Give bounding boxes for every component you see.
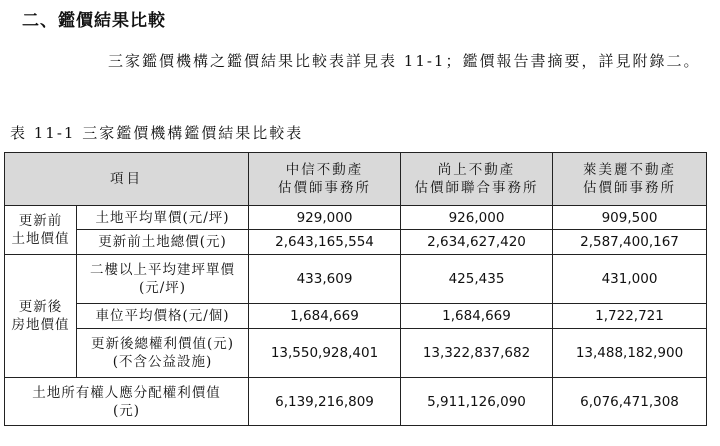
firm-header-shangshang (401, 153, 553, 206)
item-column-header: 項目 (5, 153, 249, 206)
group-before-renewal: 更新前 土地價值 (5, 206, 77, 255)
row-label: 車位平均價格(元/個) (77, 304, 249, 329)
firm-type: 估價師事務所 (278, 180, 371, 196)
firm-type: 估價師聯合事務所 (414, 180, 539, 196)
table-cell: 2,634,627,420 (401, 230, 553, 255)
table-cell: 1,684,669 (249, 304, 401, 329)
group-after-renewal: 更新後 房地價值 (5, 255, 77, 378)
table-cell: 6,076,471,308 (553, 378, 707, 426)
row-label: 更新後總權利價值(元) (不含公益設施) (77, 329, 249, 378)
table-cell: 926,000 (401, 206, 553, 230)
table-cell: 1,684,669 (401, 304, 553, 329)
table-cell: 433,609 (249, 255, 401, 304)
firm-name: 萊美麗不動產 (583, 162, 676, 178)
table-cell: 1,722,721 (553, 304, 707, 329)
body-paragraph: 三家鑑價機構之鑑價結果比較表詳見表 11-1；鑑價報告書摘要，詳見附錄二。 (108, 52, 701, 70)
section-heading: 二、鑑價結果比較 (22, 11, 166, 31)
table-row (5, 378, 707, 426)
firm-type: 估價師事務所 (583, 180, 676, 196)
table-caption: 表 11-1 三家鑑價機構鑑價結果比較表 (10, 124, 304, 142)
row-label: 土地平均單價(元/坪) (77, 206, 249, 230)
row-label: 二樓以上平均建坪單價 (元/坪) (77, 255, 249, 304)
table-cell: 431,000 (553, 255, 707, 304)
table-cell: 2,643,165,554 (249, 230, 401, 255)
table-row (5, 206, 707, 230)
firm-header-zhongxin (249, 153, 401, 206)
table-cell: 6,139,216,809 (249, 378, 401, 426)
firm-name: 尚上不動產 (437, 162, 516, 178)
table-cell: 2,587,400,167 (553, 230, 707, 255)
table-cell: 13,322,837,682 (401, 329, 553, 378)
firm-name: 中信不動產 (285, 162, 364, 178)
comparison-table (4, 152, 707, 426)
table-cell: 929,000 (249, 206, 401, 230)
row-label: 更新前土地總價(元) (77, 230, 249, 255)
table-cell: 13,550,928,401 (249, 329, 401, 378)
table-row (5, 304, 707, 329)
firm-header-laimeili (553, 153, 707, 206)
table-row (5, 230, 707, 255)
table-cell: 5,911,126,090 (401, 378, 553, 426)
table-cell: 13,488,182,900 (553, 329, 707, 378)
table-row (5, 255, 707, 304)
row-label: 土地所有權人應分配權利價值 (元) (5, 378, 249, 426)
table-header-row (5, 153, 707, 206)
table-cell: 425,435 (401, 255, 553, 304)
table-cell: 909,500 (553, 206, 707, 230)
table-row (5, 329, 707, 378)
